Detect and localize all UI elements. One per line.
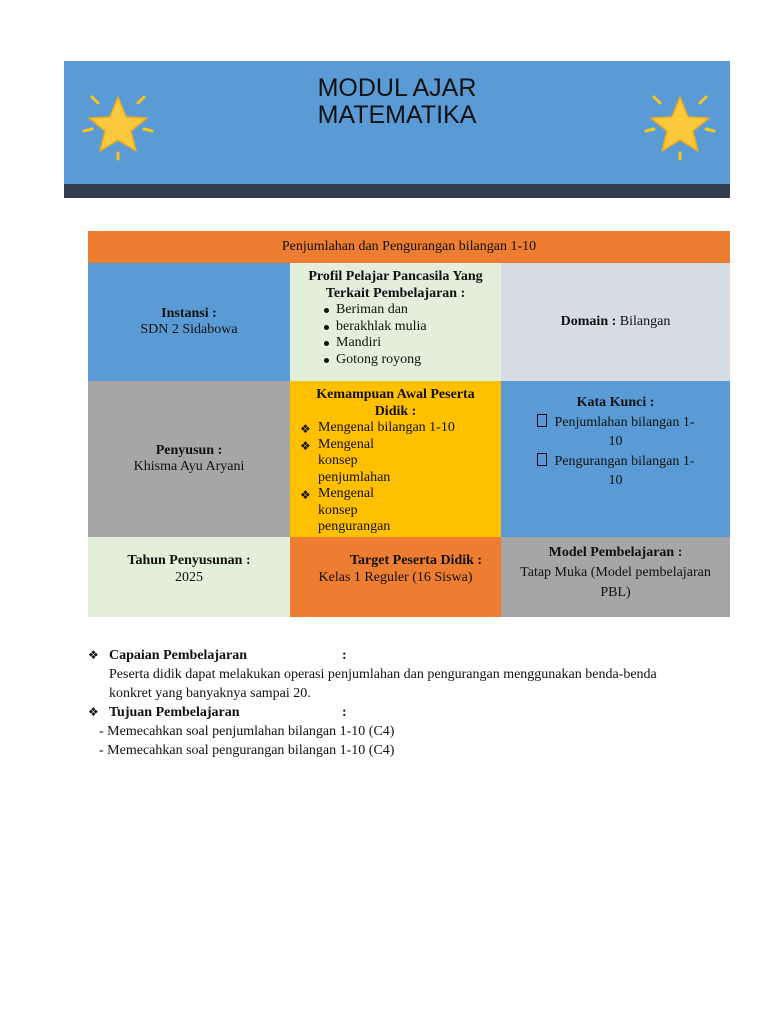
kemampuan-label-1: Kemampuan Awal Peserta <box>316 387 475 402</box>
list-item: - Memecahkan soal penjumlahan bilangan 1-10 (C4) <box>99 724 395 739</box>
instansi-value: SDN 2 Sidabowa <box>140 322 238 337</box>
kemampuan-label-2: Didik : <box>374 403 417 419</box>
banner-divider <box>64 184 730 198</box>
tujuan-colon: : <box>342 705 347 720</box>
kata-kunci-cell <box>501 381 730 537</box>
list-item: Gotong royong <box>336 352 501 369</box>
capaian-heading <box>88 646 347 665</box>
profil-list <box>290 302 501 368</box>
domain-value: Bilangan <box>619 313 671 329</box>
table-header: Penjumlahan dan Pengurangan bilangan 1-10 <box>88 231 730 263</box>
kata-kunci-item-2-cont: 10 <box>608 473 623 488</box>
list-item: ❖ Mengenal konsep pengurangan <box>300 486 391 534</box>
penyusun-value: Khisma Ayu Aryani <box>133 459 245 474</box>
capaian-text-line-1: Peserta didik dapat melakukan operasi penjumlahan dan pengurangan menggunakan benda-benda <box>109 667 657 682</box>
tujuan-label: Tujuan Pembelajaran <box>109 705 240 720</box>
profil-label-2: Terkait Pembelajaran : <box>325 285 466 301</box>
profil-label-1: Profil Pelajar Pancasila Yang <box>308 269 483 284</box>
diamond-bullet-icon: ❖ <box>88 705 99 719</box>
kata-kunci-item-2: Pengurangan bilangan 1- <box>554 453 695 469</box>
kata-kunci-item-1: Penjumlahan bilangan 1- <box>554 414 695 430</box>
capaian-text-line-2: konkret yang banyaknya sampai 20. <box>109 686 311 701</box>
list-item: Beriman dan <box>336 302 501 319</box>
list-item: - Memecahkan soal pengurangan bilangan 1-10 (C4) <box>99 743 395 758</box>
target-label: Target Peserta Didik : <box>350 553 483 568</box>
model-cell <box>501 537 730 617</box>
model-label: Model Pembelajaran : <box>548 545 683 560</box>
kata-kunci-item-1-cont: 10 <box>608 434 623 449</box>
kata-kunci-label: Kata Kunci : <box>576 395 655 410</box>
tahun-label: Tahun Penyusunan : <box>127 553 251 568</box>
instansi-label: Instansi : <box>161 305 217 321</box>
penyusun-label: Penyusun : <box>155 442 223 458</box>
capaian-colon: : <box>342 648 347 663</box>
domain-cell <box>501 263 730 381</box>
list-item: berakhlak mulia <box>336 319 501 336</box>
target-value: Kelas 1 Reguler (16 Siswa) <box>318 569 473 585</box>
kemampuan-cell <box>290 381 501 537</box>
kemampuan-list <box>290 420 501 536</box>
penyusun-cell <box>88 381 290 537</box>
checkbox-icon <box>537 414 547 427</box>
diamond-bullet-icon: ❖ <box>300 488 311 502</box>
capaian-label: Capaian Pembelajaran <box>109 648 248 663</box>
checkbox-icon <box>537 453 547 466</box>
page-title <box>64 75 730 129</box>
target-cell <box>290 537 501 617</box>
profil-cell <box>290 263 501 381</box>
model-value-2: PBL) <box>600 585 631 600</box>
title-line-1: MODUL AJAR <box>317 74 477 102</box>
capaian-text <box>109 665 759 703</box>
list-item: ❖ Mengenal bilangan 1-10 <box>300 420 455 436</box>
tahun-cell <box>88 537 290 617</box>
tahun-value: 2025 <box>175 569 203 585</box>
list-item: ❖ Mengenal konsep penjumlahan <box>300 436 391 485</box>
model-value-1: Tatap Muka (Model pembelajaran <box>520 565 711 580</box>
diamond-bullet-icon: ❖ <box>88 648 99 662</box>
tujuan-list <box>99 722 749 760</box>
list-item: Mandiri <box>336 335 501 352</box>
domain-label: Domain : <box>560 313 617 329</box>
diamond-bullet-icon: ❖ <box>300 422 311 436</box>
title-banner <box>64 61 730 184</box>
tujuan-heading <box>88 703 347 722</box>
instansi-cell <box>88 263 290 381</box>
title-line-2: MATEMATIKA <box>317 101 477 129</box>
diamond-bullet-icon: ❖ <box>300 438 311 453</box>
